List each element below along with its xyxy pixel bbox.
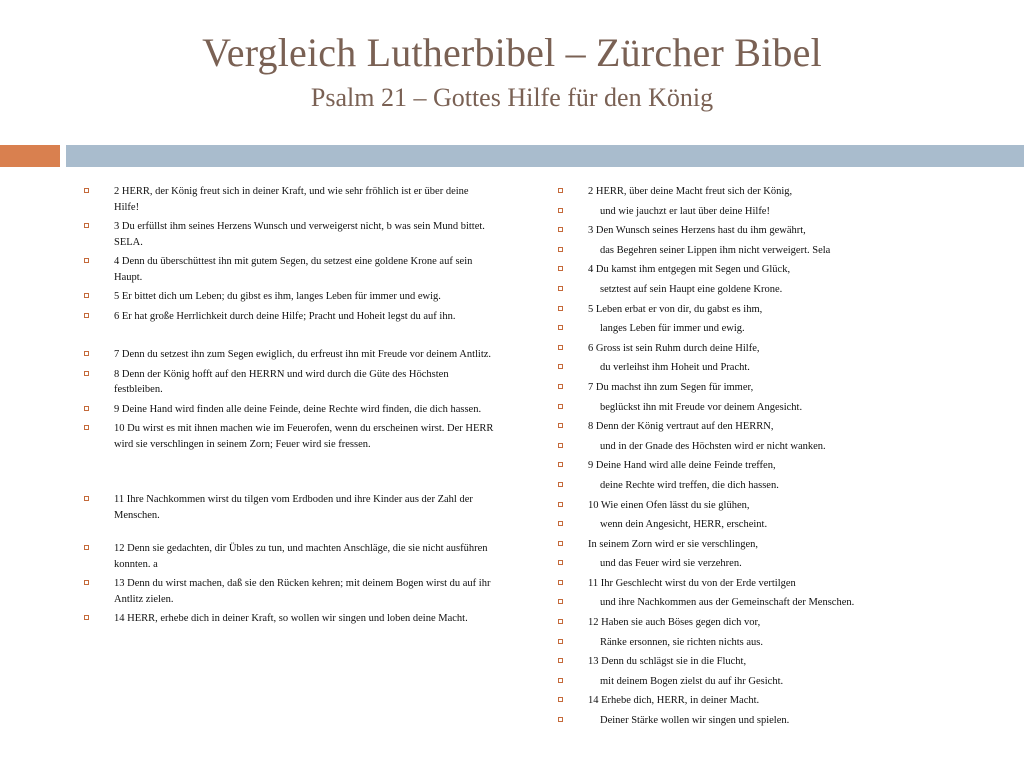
verse-text: 11 Ihr Geschlecht wirst du von der Erde vertilgen [588,577,796,589]
slide-subtitle: Psalm 21 – Gottes Hilfe für den König [310,83,714,112]
zuercher-line [558,223,958,243]
luther-verse-8 [84,367,494,398]
bullet-icon [84,580,89,585]
zuercher-line [558,439,958,459]
bullet-icon [558,560,563,565]
bullet-icon [558,619,563,624]
zuercher-line [558,576,958,596]
bullet-icon [84,313,89,318]
verse-text: 13 Denn du wirst machen, daß sie den Rücken kehren; mit deinem Bogen wirst du auf ihr Antlitz zielen. [114,578,491,605]
verse-text: mit deinem Bogen zielst du auf ihr Gesicht. [600,675,784,687]
bullet-icon [558,227,563,232]
zuercher-line [558,693,958,713]
verse-text: 12 Denn sie gedachten, dir Übles zu tun, und machten Anschläge, die sie nicht ausführen konnten. a [114,543,488,570]
zuercher-line [558,419,958,439]
bullet-icon [558,384,563,389]
luther-column [84,184,494,631]
zuercher-column [558,184,958,733]
luther-verse-14 [84,611,494,627]
luther-verse-12 [84,541,494,572]
zuercher-line [558,243,958,263]
verse-text: deine Rechte wird treffen, die dich hassen. [600,479,779,491]
luther-verse-4 [84,254,494,285]
zuercher-line [558,400,958,420]
bullet-icon [84,406,89,411]
zuercher-line [558,360,958,380]
bullet-icon [558,423,563,428]
verse-text: 9 Deine Hand wird alle deine Feinde treffen, [588,460,776,472]
verse-text: 8 Denn der König hofft auf den HERRN und wird durch die Güte des Höchsten festbleiben. [114,368,449,395]
luther-verse-13 [84,576,494,607]
verse-text: 4 Denn du überschüttest ihn mit gutem Segen, du setzest eine goldene Krone auf sein Haupt. [114,256,473,283]
bullet-icon [558,208,563,213]
luther-verse-3 [84,219,494,250]
bullet-icon [84,293,89,298]
bullet-icon [84,545,89,550]
zuercher-line [558,654,958,674]
bullet-icon [558,325,563,330]
zuercher-line [558,517,958,537]
verse-text: Deiner Stärke wollen wir singen und spielen. [600,715,790,727]
bullet-icon [558,482,563,487]
verse-text: 7 Denn du setzest ihn zum Segen ewiglich, du erfreust ihn mit Freude vor deinem Antlitz. [114,349,492,360]
verse-text: 6 Gross ist sein Ruhm durch deine Hilfe, [588,342,760,354]
verse-text: 12 Haben sie auch Böses gegen dich vor, [588,617,761,629]
verse-text: langes Leben für immer und ewig. [600,323,745,335]
bullet-icon [558,697,563,702]
zuercher-line [558,282,958,302]
bullet-icon [558,658,563,663]
verse-text: und wie jauchzt er laut über deine Hilfe! [600,205,770,217]
verse-text: 10 Wie einen Ofen lässt du sie glühen, [588,499,750,511]
bullet-icon [558,247,563,252]
bullet-icon [558,521,563,526]
luther-verse-9 [84,402,494,418]
verse-text: 5 Leben erbat er von dir, du gabst es ihm, [588,303,763,315]
bullet-icon [558,286,563,291]
verse-text: In seinem Zorn wird er sie verschlingen, [588,538,758,550]
zuercher-line [558,458,958,478]
verse-text: 8 Denn der König vertraut auf den HERRN, [588,421,774,433]
verse-text: 11 Ihre Nachkommen wirst du tilgen vom Erdboden und ihre Kinder aus der Zahl der Menschen. [114,494,473,521]
bullet-icon [558,404,563,409]
verse-text: 9 Deine Hand wird finden alle deine Feinde, deine Rechte wird finden, die dich hassen. [114,403,482,415]
zuercher-line [558,595,958,615]
verse-text: 14 Erhebe dich, HERR, in deiner Macht. [588,695,760,707]
verse-text: das Begehren seiner Lippen ihm nicht verweigert. Sela [600,244,831,256]
bullet-icon [84,351,89,356]
bullet-icon [558,462,563,467]
zuercher-line [558,380,958,400]
slide-title-block [0,28,1024,114]
verse-text: 2 HERR, über deine Macht freut sich der König, [588,186,793,197]
bullet-icon [84,425,89,430]
zuercher-line [558,478,958,498]
bullet-icon [558,717,563,722]
zuercher-line [558,537,958,557]
verse-text: wenn dein Angesicht, HERR, erscheint. [600,519,768,531]
verse-text: setztest auf sein Haupt eine goldene Krone. [600,283,783,295]
verse-text: 7 Du machst ihn zum Segen für immer, [588,381,754,393]
zuercher-line [558,341,958,361]
luther-verse-2 [84,184,494,215]
bullet-icon [84,258,89,263]
verse-text: 5 Er bittet dich um Leben; du gibst es ihm, langes Leben für immer und ewig. [114,291,441,302]
verse-text: und ihre Nachkommen aus der Gemeinschaft der Menschen. [600,597,855,609]
zuercher-line [558,615,958,635]
verse-text: und das Feuer wird sie verzehren. [600,558,742,570]
zuercher-line [558,635,958,655]
luther-verse-10 [84,421,494,452]
bullet-icon [558,639,563,644]
bullet-icon [84,188,89,193]
zuercher-line [558,498,958,518]
luther-verse-11 [84,492,494,523]
verse-text: 3 Du erfüllst ihm seines Herzens Wunsch und verweigerst nicht, b was sein Mund bittet. SELA. [114,221,485,248]
accent-bar [0,145,60,167]
zuercher-line [558,184,958,204]
bullet-icon [84,223,89,228]
bullet-icon [558,345,563,350]
bullet-icon [558,580,563,585]
bullet-icon [558,266,563,271]
verse-text: 4 Du kamst ihm entgegen mit Segen und Glück, [588,264,791,276]
zuercher-line [558,262,958,282]
header-bar [66,145,1024,167]
zuercher-line [558,556,958,576]
verse-text: du verleihst ihm Hoheit und Pracht. [600,362,750,374]
bullet-icon [84,496,89,501]
verse-text: Ränke ersonnen, sie richten nichts aus. [600,636,763,648]
bullet-icon [558,443,563,448]
luther-verse-5 [84,289,494,305]
bullet-icon [558,678,563,683]
zuercher-line [558,302,958,322]
bullet-icon [84,615,89,620]
verse-text: 14 HERR, erhebe dich in deiner Kraft, so wollen wir singen und loben deine Macht. [114,613,468,624]
zuercher-line [558,713,958,733]
luther-verse-7 [84,347,494,363]
luther-verse-6 [84,309,494,325]
bullet-icon [558,188,563,193]
bullet-icon [558,502,563,507]
zuercher-line [558,204,958,224]
bullet-icon [558,364,563,369]
slide-title: Vergleich Lutherbibel – Zürcher Bibel [202,30,822,75]
zuercher-line [558,321,958,341]
zuercher-line [558,674,958,694]
verse-text: 2 HERR, der König freut sich in deiner Kraft, und wie sehr fröhlich ist er über deine Hilfe! [114,186,469,213]
bullet-icon [558,306,563,311]
bullet-icon [558,599,563,604]
verse-text: beglückst ihn mit Freude vor deinem Angesicht. [600,401,803,413]
verse-text: 3 Den Wunsch seines Herzens hast du ihm gewährt, [588,225,806,237]
bullet-icon [558,541,563,546]
verse-text: und in der Gnade des Höchsten wird er nicht wanken. [600,440,826,452]
verse-text: 10 Du wirst es mit ihnen machen wie im Feuerofen, wenn du erscheinen wirst. Der HERR wird sie verschlingen in seinem Zorn; Feuer wird sie fressen. [114,423,494,450]
verse-text: 13 Denn du schlägst sie in die Flucht, [588,656,747,668]
bullet-icon [84,371,89,376]
verse-text: 6 Er hat große Herrlichkeit durch deine Hilfe; Pracht und Hoheit legst du auf ihn. [114,310,456,322]
